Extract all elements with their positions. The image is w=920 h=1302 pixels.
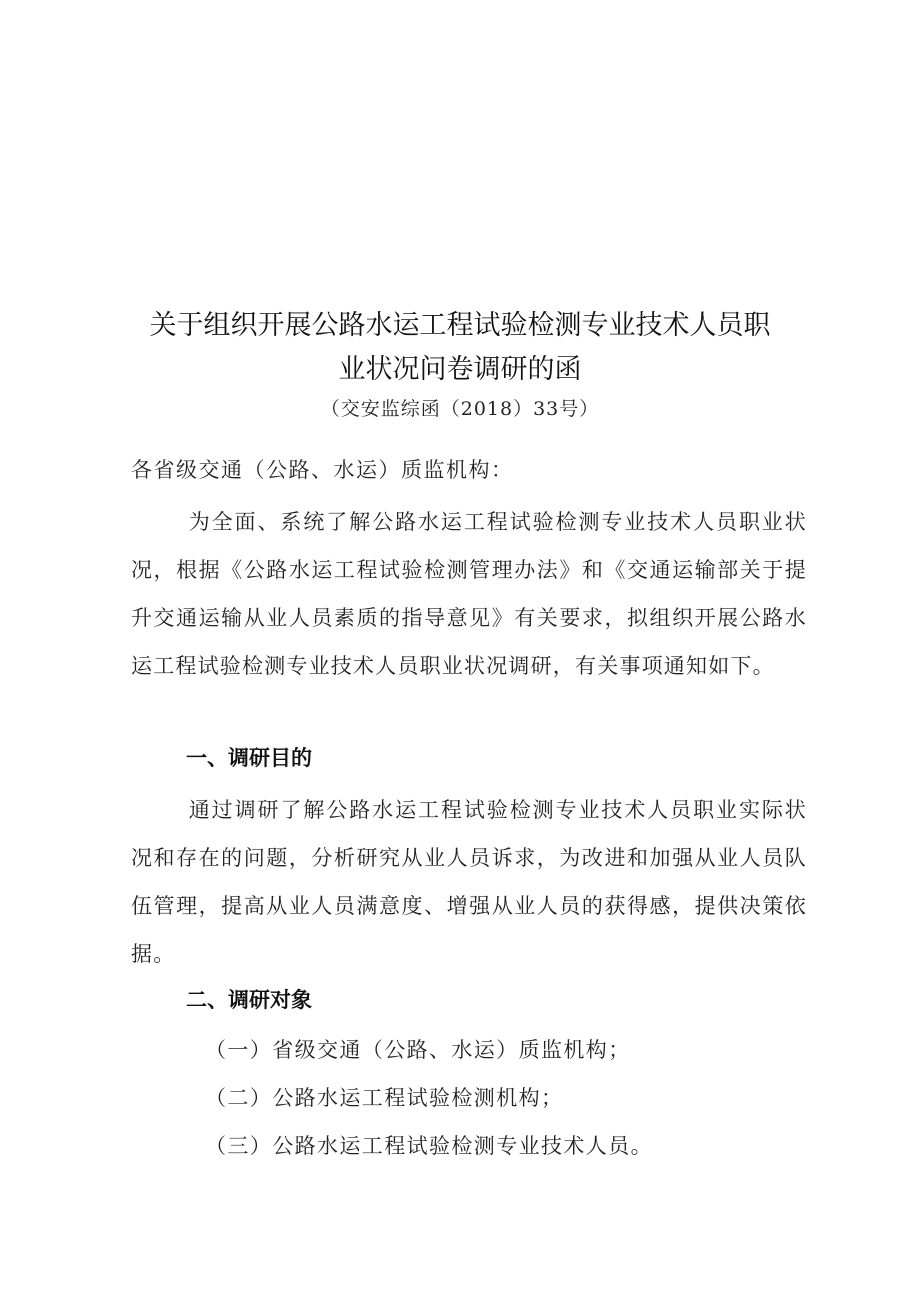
section-heading-targets: 二、调研对象	[186, 988, 312, 1012]
salutation: 各省级交通（公路、水运）质监机构：	[131, 458, 514, 482]
section-body-purpose: 通过调研了解公路水运工程试验检测专业技术人员职业实际状况和存在的问题，分析研究从业人员诉求，为改进和加强从业人员队伍管理，提高从业人员满意度、增强从业人员的获得感，提供决策依据。	[131, 798, 807, 966]
list-item: （三）公路水运工程试验检测专业技术人员。	[205, 1134, 653, 1158]
list-item: （一）省级交通（公路、水运）质监机构；	[205, 1038, 631, 1062]
document-title-line-2: 业状况问卷调研的函	[338, 354, 582, 385]
document-title-line-1: 关于组织开展公路水运工程试验检测专业技术人员职	[149, 310, 771, 341]
document-number: （交安监综函（2018）33号）	[320, 398, 600, 420]
list-item: （二）公路水运工程试验检测机构；	[205, 1086, 564, 1110]
section-heading-purpose: 一、调研目的	[186, 746, 312, 770]
intro-paragraph: 为全面、系统了解公路水运工程试验检测专业技术人员职业状况，根据《公路水运工程试验检测管理办法》和《交通运输部关于提升交通运输从业人员素质的指导意见》有关要求，拟组织开展公路水运工程试验检测专业技术人员职业状况调研，有关事项通知如下。	[131, 510, 807, 678]
